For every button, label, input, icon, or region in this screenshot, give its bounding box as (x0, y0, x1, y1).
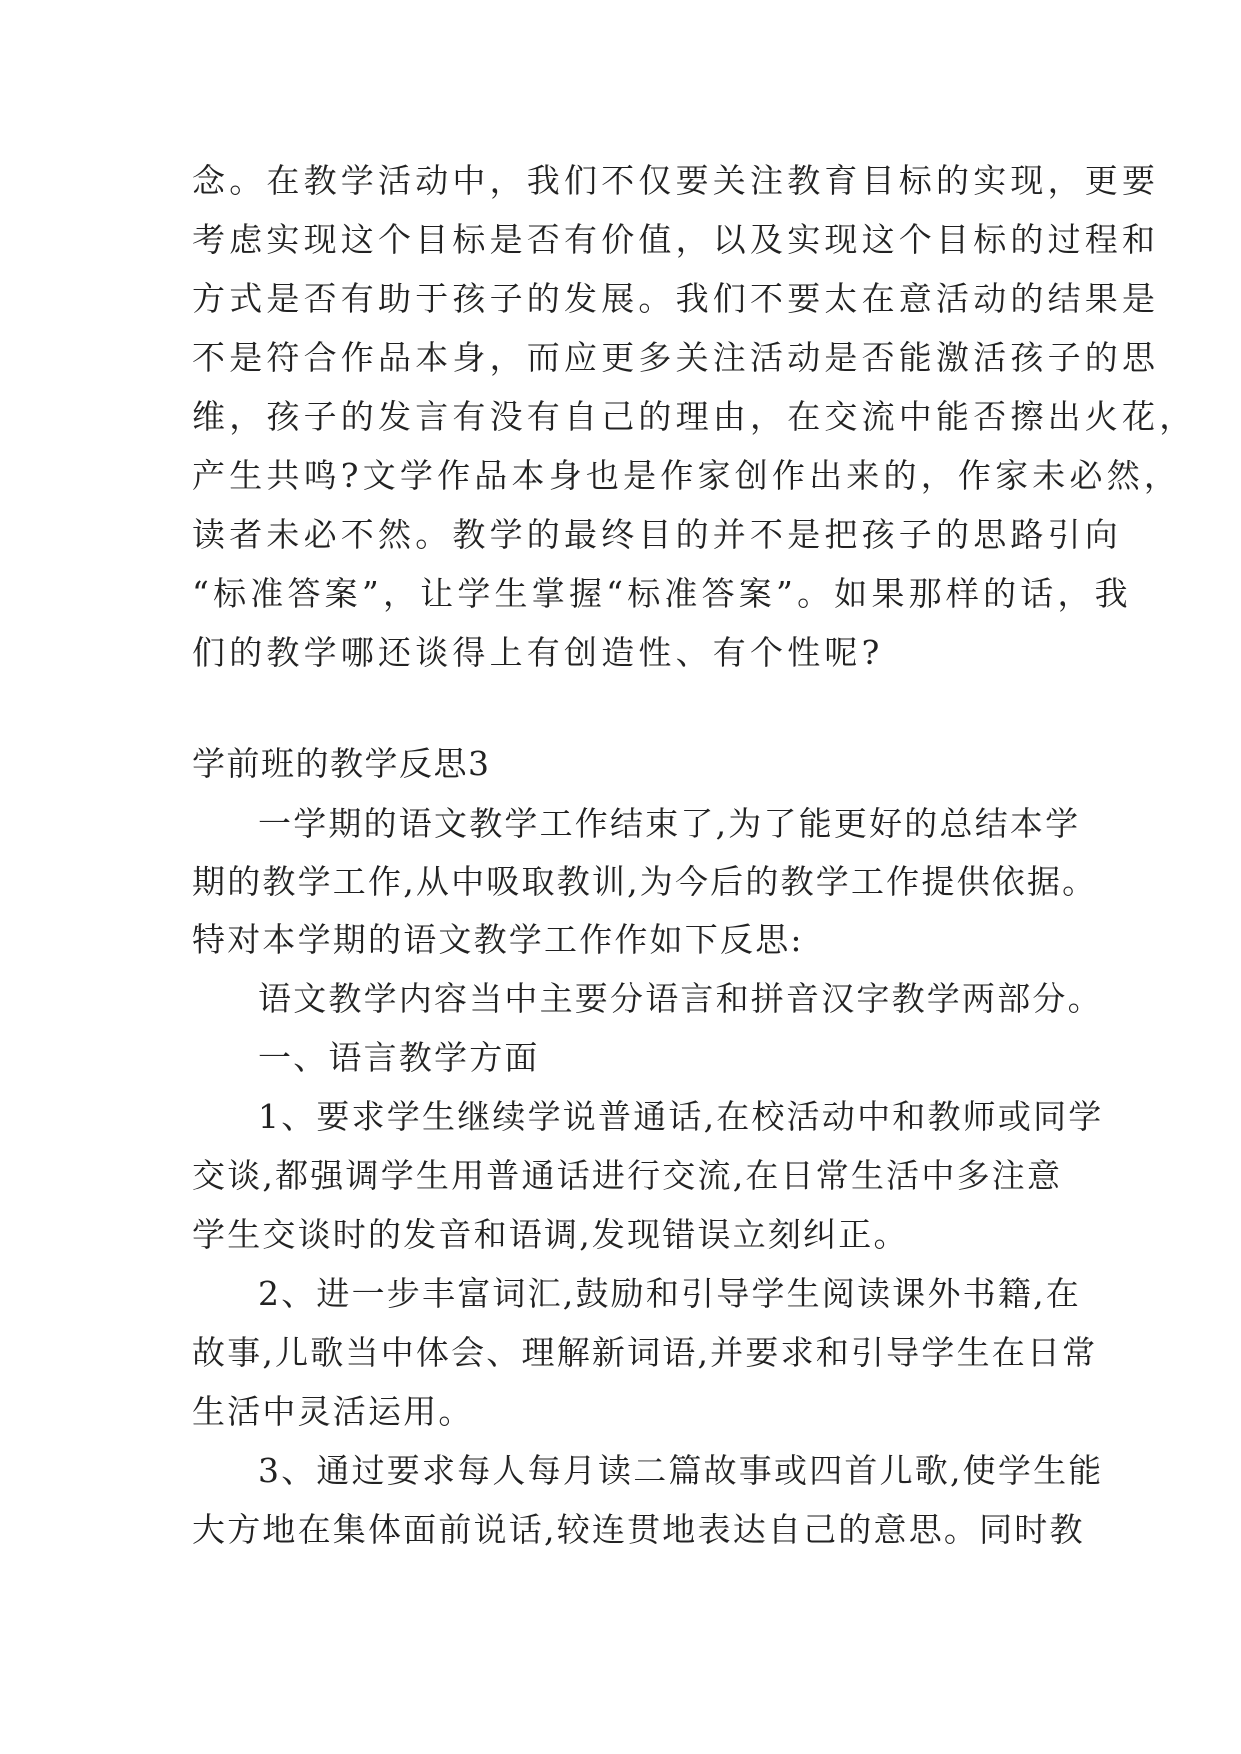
paragraph-line: 不是符合作品本身，而应更多关注活动是否能激活孩子的思 (192, 338, 1160, 377)
paragraph-line: 故事,儿歌当中体会、理解新词语,并要求和引导学生在日常 (192, 1333, 1098, 1372)
paragraph-line: 生活中灵活运用。 (192, 1392, 474, 1431)
paragraph-line: 1、要求学生继续学说普通话,在校活动中和教师或同学 (258, 1097, 1104, 1136)
paragraph-line: “标准答案”，让学生掌握“标准答案”。如果那样的话，我 (192, 574, 1132, 613)
paragraph-line: 语文教学内容当中主要分语言和拼音汉字教学两部分。 (258, 979, 1103, 1018)
paragraph-line: 产生共鸣?文学作品本身也是作家创作出来的，作家未必然， (192, 456, 1182, 495)
paragraph-line: 读者未必不然。教学的最终目的并不是把孩子的思路引向 (192, 515, 1122, 554)
paragraph-line: 特对本学期的语文教学工作作如下反思: (192, 920, 804, 959)
paragraph-line: 维，孩子的发言有没有自己的理由，在交流中能否擦出火花， (192, 397, 1197, 436)
paragraph-line: 们的教学哪还谈得上有创造性、有个性呢? (192, 633, 884, 672)
section-title: 学前班的教学反思3 (192, 744, 491, 783)
paragraph-line: 交谈,都强调学生用普通话进行交流,在日常生活中多注意 (192, 1156, 1063, 1195)
paragraph-line: 2、进一步丰富词汇,鼓励和引导学生阅读课外书籍,在 (258, 1274, 1081, 1313)
paragraph-line: 3、通过要求每人每月读二篇故事或四首儿歌,使学生能 (258, 1451, 1104, 1490)
paragraph-line: 大方地在集体面前说话,较连贯地表达自己的意思。同时教 (192, 1510, 1085, 1549)
paragraph-line: 期的教学工作,从中吸取教训,为今后的教学工作提供依据。 (192, 862, 1098, 901)
paragraph-line: 学生交谈时的发音和语调,发现错误立刻纠正。 (192, 1215, 909, 1254)
paragraph-line: 一学期的语文教学工作结束了,为了能更好的总结本学 (258, 804, 1081, 843)
subheading: 一、语言教学方面 (258, 1038, 540, 1077)
paragraph-line: 方式是否有助于孩子的发展。我们不要太在意活动的结果是 (192, 279, 1160, 318)
paragraph-line: 考虑实现这个目标是否有价值，以及实现这个目标的过程和 (192, 220, 1160, 259)
paragraph-line: 念。在教学活动中，我们不仅要关注教育目标的实现，更要 (192, 161, 1160, 200)
